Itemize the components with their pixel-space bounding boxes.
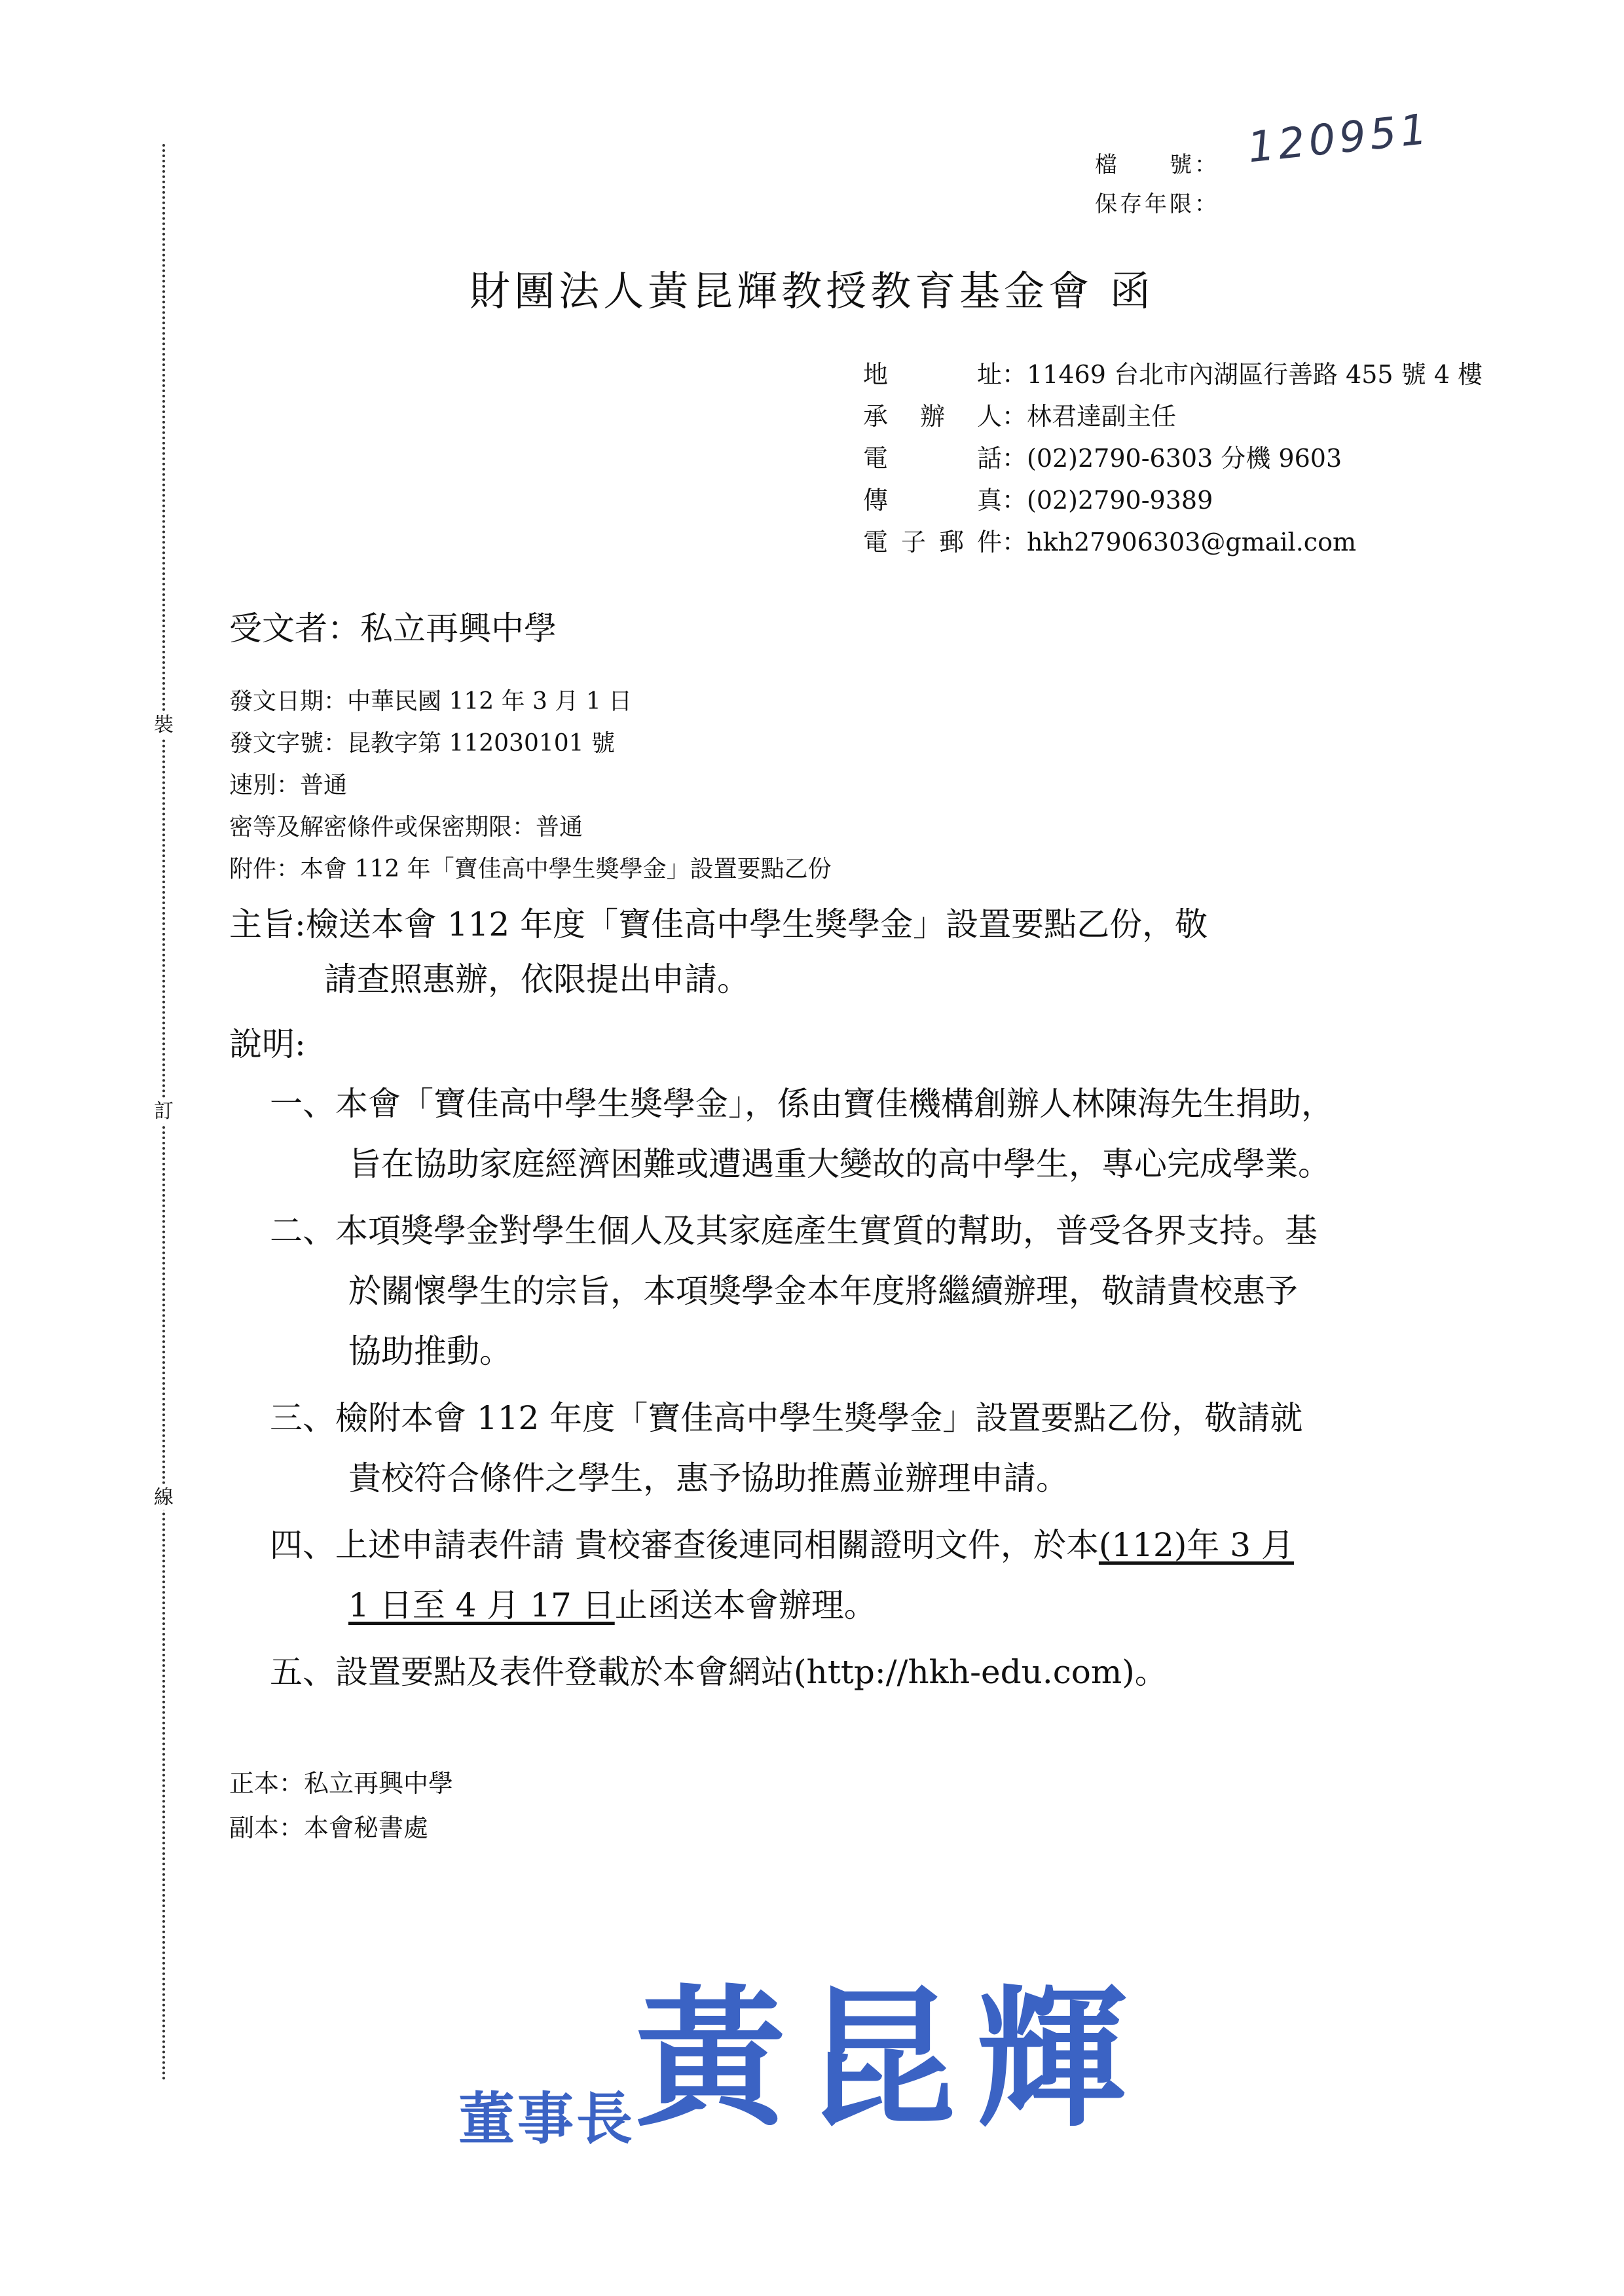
- confidentiality: 密等及解密條件或保密期限：普通: [229, 814, 583, 841]
- subject-line-1: 主旨:檢送本會 112 年度「寶佳高中學生獎學金」設置要點乙份，敬: [229, 905, 1208, 943]
- file-info: [1095, 145, 1232, 224]
- contact-block: [863, 354, 1483, 563]
- attachment: 附件：本會 112 年「寶佳高中學生獎學金」設置要點乙份: [229, 856, 832, 883]
- item-3: 三、檢附本會 112 年度「寶佳高中學生獎學金」設置要點乙份，敬請就 貴校符合條件之學生，惠予協助推薦並辦理申請。: [270, 1399, 1303, 1497]
- copies: [229, 1761, 453, 1850]
- contact-phone: 電話 ：(02)2790-6303 分機 9603: [863, 444, 1342, 473]
- explanation-items: [270, 1074, 1494, 1709]
- contact-handler: 承辦人 ：林君達副主任: [863, 402, 1177, 431]
- letter-title: 財團法人黃昆輝教授教育基金會 函: [470, 267, 1154, 315]
- recipient: 受文者：私立再興中學: [229, 610, 557, 647]
- issue-date: 發文日期：中華民國 112 年 3 月 1 日: [229, 688, 633, 715]
- contact-email: 電子郵件 ：hkh27906303@gmail.com: [863, 528, 1356, 556]
- file-no-label: 檔 號：: [1095, 152, 1219, 178]
- item-4: 四、上述申請表件請 貴校審查後連同相關證明文件，於本(112)年 3 月 1 日至 4 月 17 日止函送本會辦理。: [270, 1526, 1294, 1624]
- binding-char-ding: 訂: [152, 1100, 175, 1123]
- item-5: 五、設置要點及表件登載於本會網站(http://hkh-edu.com)。: [270, 1653, 1168, 1691]
- binding-char-xian: 線: [152, 1486, 175, 1510]
- handwritten-file-number: 120951: [1245, 105, 1433, 173]
- original-copy: 正本：私立再興中學: [229, 1769, 454, 1798]
- deadline-year-month: (112)年 3 月: [1098, 1526, 1294, 1564]
- signature-name: 黃昆輝: [635, 1971, 1147, 2147]
- subject-line-2: 請查照惠辦，依限提出申請。: [324, 960, 750, 998]
- explanation-heading: 說明:: [229, 1025, 306, 1063]
- binding-char-zhuang: 裝: [152, 714, 175, 737]
- signature-title: 董事長: [458, 2086, 635, 2152]
- contact-address: 地址 ：11469 台北市內湖區行善路 455 號 4 樓: [863, 360, 1483, 389]
- item-2: 二、本項獎學金對學生個人及其家庭產生實質的幫助，普受各界支持。基 於關懷學生的宗旨，本項獎學金本年度將繼續辦理，敬請貴校惠予 協助推動。: [270, 1212, 1318, 1370]
- issue-number: 發文字號：昆教字第 112030101 號: [229, 730, 616, 757]
- deadline-range: 1 日至 4 月 17 日: [348, 1586, 615, 1624]
- subject: [229, 897, 1208, 1007]
- retention-label: 保存年限：: [1095, 191, 1219, 217]
- item-1: 一、本會「寶佳高中學生獎學金」，係由寶佳機構創辦人林陳海先生捐助， 旨在協助家庭經濟困難或遭遇重大變故的高中學生，專心完成學業。: [270, 1085, 1334, 1183]
- document-meta: [229, 681, 832, 890]
- duplicate-copy: 副本：本會秘書處: [229, 1813, 429, 1842]
- speed-class: 速別：普通: [229, 772, 348, 799]
- chairman-signature-stamp: [458, 1938, 1146, 2155]
- contact-fax: 傳真 ：(02)2790-9389: [863, 486, 1213, 515]
